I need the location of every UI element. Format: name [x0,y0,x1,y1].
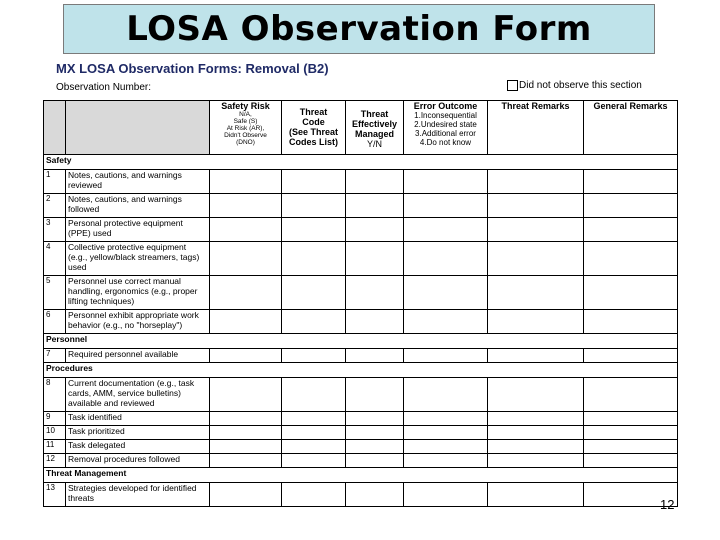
did-not-observe-option[interactable] [507,80,642,91]
section-row [44,155,678,170]
threat-remarks-cell[interactable] [488,378,584,412]
item-description: Notes, cautions, and warnings followed [66,194,210,218]
safety-risk-option: At Risk (AR), [226,125,265,132]
threat-remarks-cell[interactable] [488,440,584,454]
threat-code-cell[interactable] [282,440,346,454]
general-remarks-cell[interactable] [584,426,678,440]
threat-remarks-cell[interactable] [488,426,584,440]
observation-number-label: Observation Number: [56,82,152,93]
general-remarks-cell[interactable] [584,242,678,276]
error-outcome-cell[interactable] [404,276,488,310]
general-remarks-cell[interactable] [584,349,678,363]
section-title: Safety [44,155,678,170]
threat-remarks-cell[interactable] [488,454,584,468]
general-remarks-cell[interactable] [584,378,678,412]
general-remarks-cell[interactable] [584,454,678,468]
item-description: Personal protective equipment (PPE) used [66,218,210,242]
item-number: 1 [44,170,66,194]
table-row [44,440,678,454]
item-description: Task delegated [66,440,210,454]
item-number: 11 [44,440,66,454]
did-not-observe-label: Did not observe this section [519,80,642,91]
threat-code-cell[interactable] [282,218,346,242]
page-number: 12 [660,497,675,512]
item-number: 10 [44,426,66,440]
table-row [44,194,678,218]
threat-managed-line: Threat [360,109,389,119]
table-row [44,218,678,242]
error-outcome-cell[interactable] [404,440,488,454]
item-number: 6 [44,310,66,334]
item-number: 2 [44,194,66,218]
page-title: LOSA Observation Form [126,9,592,49]
threat-managed-line: Y/N [366,139,382,149]
item-number: 3 [44,218,66,242]
safety-risk-cell[interactable] [210,310,282,334]
table-row [44,242,678,276]
threat-managed-cell[interactable] [346,454,404,468]
item-description: Collective protective equipment (e.g., yellow/black streamers, tags) used [66,242,210,276]
threat-managed-cell[interactable] [346,378,404,412]
error-outcome-cell[interactable] [404,242,488,276]
safety-risk-cell[interactable] [210,454,282,468]
general-remarks-cell[interactable] [584,412,678,426]
threat-code-cell[interactable] [282,276,346,310]
item-number: 12 [44,454,66,468]
threat-code-header [282,101,346,155]
error-outcome-cell[interactable] [404,426,488,440]
number-column-header [44,101,66,155]
threat-remarks-cell[interactable] [488,242,584,276]
threat-code-cell[interactable] [282,412,346,426]
general-remarks-cell[interactable] [584,276,678,310]
did-not-observe-checkbox[interactable] [507,80,518,91]
item-description: Task identified [66,412,210,426]
threat-code-cell[interactable] [282,194,346,218]
table-row [44,276,678,310]
threat-managed-cell[interactable] [346,276,404,310]
error-outcome-option: 3.Additional error [415,129,476,138]
general-remarks-cell[interactable] [584,194,678,218]
safety-risk-option: Safe (S) [233,118,258,125]
section-row [44,468,678,483]
threat-code-cell[interactable] [282,170,346,194]
threat-code-cell[interactable] [282,426,346,440]
error-outcome-option: 2.Undesired state [414,120,477,129]
error-outcome-cell[interactable] [404,412,488,426]
safety-risk-cell[interactable] [210,440,282,454]
threat-code-cell[interactable] [282,454,346,468]
item-number: 4 [44,242,66,276]
error-outcome-cell[interactable] [404,349,488,363]
item-description: Required personnel available [66,349,210,363]
threat-managed-line: Effectively [351,119,398,129]
title-banner [63,4,655,54]
item-description: Strategies developed for identified threats [66,483,210,507]
safety-risk-option: N/A, [239,111,252,118]
general-remarks-header: General Remarks [584,101,678,155]
observation-table [43,100,678,507]
item-description: Personnel exhibit appropriate work behavior (e.g., no "horseplay") [66,310,210,334]
table-row [44,310,678,334]
general-remarks-cell[interactable] [584,218,678,242]
safety-risk-cell[interactable] [210,218,282,242]
section-row [44,334,678,349]
threat-managed-line: Managed [354,129,394,139]
threat-code-line: Codes List) [288,137,338,147]
section-title: Procedures [44,363,678,378]
item-number: 7 [44,349,66,363]
safety-risk-cell[interactable] [210,412,282,426]
threat-managed-cell[interactable] [346,194,404,218]
error-outcome-cell[interactable] [404,218,488,242]
threat-remarks-cell[interactable] [488,483,584,507]
safety-risk-cell[interactable] [210,378,282,412]
threat-managed-cell[interactable] [346,412,404,426]
threat-remarks-cell[interactable] [488,349,584,363]
item-description: Notes, cautions, and warnings reviewed [66,170,210,194]
safety-risk-title: Safety Risk [221,101,270,111]
general-remarks-cell[interactable] [584,440,678,454]
threat-managed-header [346,101,404,155]
threat-remarks-cell[interactable] [488,276,584,310]
error-outcome-title: Error Outcome [413,101,478,111]
item-number: 9 [44,412,66,426]
error-outcome-cell[interactable] [404,483,488,507]
error-outcome-cell[interactable] [404,194,488,218]
threat-remarks-header: Threat Remarks [488,101,584,155]
threat-managed-cell[interactable] [346,242,404,276]
threat-managed-cell[interactable] [346,440,404,454]
safety-risk-cell[interactable] [210,483,282,507]
threat-remarks-cell[interactable] [488,170,584,194]
item-description: Removal procedures followed [66,454,210,468]
threat-code-cell[interactable] [282,349,346,363]
threat-code-cell[interactable] [282,378,346,412]
threat-code-cell[interactable] [282,483,346,507]
table-row [44,426,678,440]
general-remarks-cell[interactable] [584,170,678,194]
general-remarks-cell[interactable] [584,310,678,334]
safety-risk-cell[interactable] [210,276,282,310]
threat-remarks-cell[interactable] [488,194,584,218]
threat-code-cell[interactable] [282,310,346,334]
error-outcome-cell[interactable] [404,454,488,468]
threat-managed-cell[interactable] [346,170,404,194]
safety-risk-cell[interactable] [210,426,282,440]
error-outcome-header [404,101,488,155]
table-row [44,378,678,412]
threat-managed-cell[interactable] [346,310,404,334]
safety-risk-option: (DNO) [236,139,255,146]
threat-remarks-cell[interactable] [488,412,584,426]
error-outcome-option: 4.Do not know [419,138,472,147]
safety-risk-cell[interactable] [210,194,282,218]
safety-risk-cell[interactable] [210,242,282,276]
safety-risk-cell[interactable] [210,349,282,363]
threat-code-line: Code [302,117,325,127]
item-column-header [66,101,210,155]
item-number: 5 [44,276,66,310]
observation-table-body [44,155,678,507]
item-description: Personnel use correct manual handling, ergonomics (e.g., proper lifting techniques) [66,276,210,310]
error-outcome-cell[interactable] [404,378,488,412]
section-row [44,363,678,378]
item-description: Task prioritized [66,426,210,440]
table-row [44,483,678,507]
threat-managed-cell[interactable] [346,426,404,440]
safety-risk-option: Didn't Observe [224,132,267,139]
threat-code-line: (See Threat [288,127,339,137]
table-row [44,454,678,468]
safety-risk-cell[interactable] [210,170,282,194]
threat-managed-cell[interactable] [346,483,404,507]
error-outcome-cell[interactable] [404,170,488,194]
error-outcome-option: 1.Inconsequential [414,111,477,120]
threat-remarks-cell[interactable] [488,310,584,334]
threat-code-cell[interactable] [282,242,346,276]
section-title: Personnel [44,334,678,349]
safety-risk-header [210,101,282,155]
threat-managed-cell[interactable] [346,218,404,242]
item-number: 8 [44,378,66,412]
threat-managed-cell[interactable] [346,349,404,363]
item-number: 13 [44,483,66,507]
item-description: Current documentation (e.g., task cards, AMM, service bulletins) available and reviewed [66,378,210,412]
error-outcome-cell[interactable] [404,310,488,334]
form-subtitle: MX LOSA Observation Forms: Removal (B2) [56,61,329,76]
table-row [44,170,678,194]
table-row [44,412,678,426]
threat-code-line: Threat [299,107,328,117]
threat-remarks-cell[interactable] [488,218,584,242]
table-row [44,349,678,363]
section-title: Threat Management [44,468,678,483]
